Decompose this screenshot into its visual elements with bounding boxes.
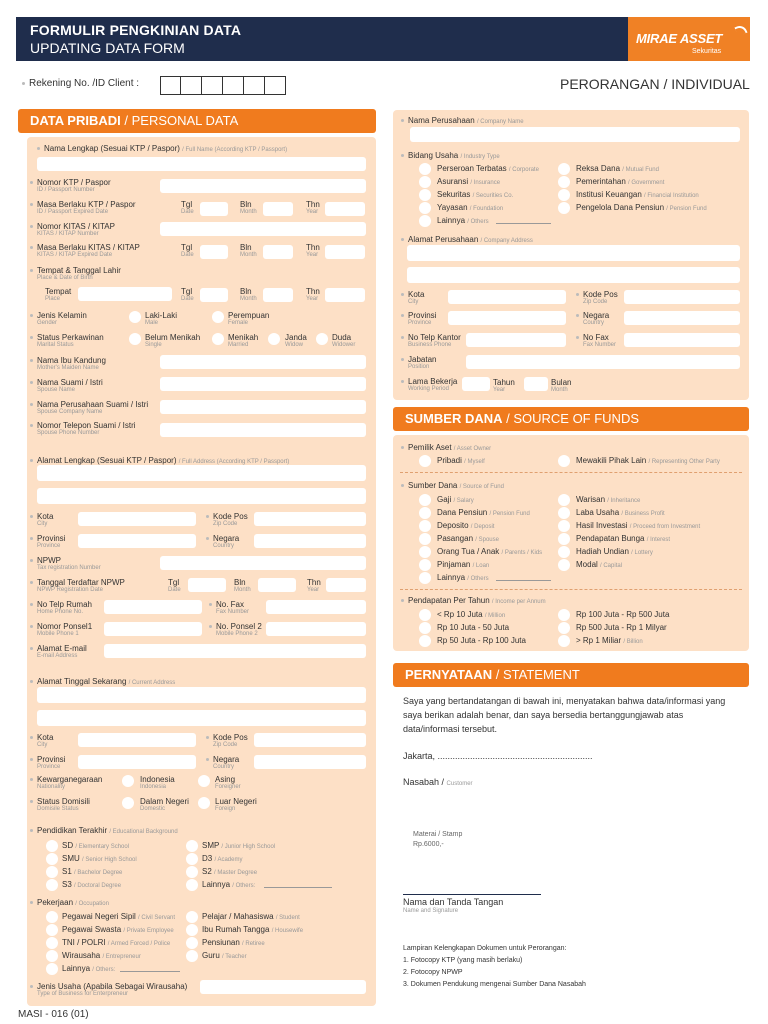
id-expiry-label: Masa Berlaku KTP / Paspor ID / Passport Expired Date bbox=[30, 200, 136, 216]
ind-corporate-radio[interactable] bbox=[419, 163, 431, 175]
marital-married-radio[interactable] bbox=[212, 333, 224, 345]
attachment-2: 2. Fotocopy NPWP bbox=[403, 969, 463, 976]
current-address-line2[interactable] bbox=[37, 710, 366, 726]
kitas-expiry-day[interactable] bbox=[200, 245, 228, 259]
form-title-id: FORMULIR PENGKINIAN DATA bbox=[30, 22, 242, 38]
company-address-line1[interactable] bbox=[407, 245, 740, 261]
fund-capital-radio[interactable] bbox=[558, 559, 570, 571]
company-zip-field[interactable] bbox=[624, 290, 740, 304]
city-field[interactable] bbox=[78, 512, 196, 526]
address-line2[interactable] bbox=[37, 488, 366, 504]
address-line1[interactable] bbox=[37, 465, 366, 481]
id-expiry-month[interactable] bbox=[263, 202, 293, 216]
fund-investment-radio[interactable] bbox=[558, 520, 570, 532]
marital-single-radio[interactable] bbox=[129, 333, 141, 345]
edu-smu-radio[interactable] bbox=[46, 853, 58, 865]
account-number-label: Rekening No. /ID Client : bbox=[22, 78, 139, 89]
kitas-expiry-month[interactable] bbox=[263, 245, 293, 259]
form-title-en: UPDATING DATA FORM bbox=[30, 40, 185, 56]
spouse-company-field[interactable] bbox=[160, 400, 366, 414]
kitas-expiry-year[interactable] bbox=[325, 245, 365, 259]
id-expiry-day[interactable] bbox=[200, 202, 228, 216]
job-retiree-radio[interactable] bbox=[186, 937, 198, 949]
owner-myself-radio[interactable] bbox=[419, 455, 431, 467]
edu-s1-radio[interactable] bbox=[46, 866, 58, 878]
job-student-radio[interactable] bbox=[186, 911, 198, 923]
section-personal-data: DATA PRIBADI / PERSONAL DATA bbox=[18, 109, 376, 133]
edu-s3-radio[interactable] bbox=[46, 879, 58, 891]
attachments-title: Lampiran Kelengkapan Dokumen untuk Perorangan: bbox=[403, 945, 567, 952]
business-type-field[interactable] bbox=[200, 980, 366, 994]
npwp-reg-day[interactable] bbox=[188, 578, 226, 592]
job-other-radio[interactable] bbox=[46, 963, 58, 975]
npwp-field[interactable] bbox=[160, 556, 366, 570]
gender-male-radio[interactable] bbox=[129, 311, 141, 323]
current-zip-field[interactable] bbox=[254, 733, 366, 747]
ind-insurance-radio[interactable] bbox=[419, 176, 431, 188]
current-province-field[interactable] bbox=[78, 755, 196, 769]
zip-field[interactable] bbox=[254, 512, 366, 526]
marital-label: Status Perkawinan Marital Status bbox=[30, 333, 104, 349]
ind-government-radio[interactable] bbox=[558, 176, 570, 188]
ind-other-radio[interactable] bbox=[419, 215, 431, 227]
job-entrepreneur-radio[interactable] bbox=[46, 950, 58, 962]
spouse-name-field[interactable] bbox=[160, 377, 366, 391]
domicile-foreign-radio[interactable] bbox=[198, 797, 210, 809]
edu-d3-radio[interactable] bbox=[186, 853, 198, 865]
birth-year[interactable] bbox=[325, 288, 365, 302]
id-number-label: Nomor KTP / Paspor ID / Passport Number bbox=[30, 178, 111, 194]
npwp-reg-year[interactable] bbox=[326, 578, 366, 592]
company-province-field[interactable] bbox=[448, 311, 566, 325]
company-address-line2[interactable] bbox=[407, 267, 740, 283]
job-private-radio[interactable] bbox=[46, 924, 58, 936]
business-phone-field[interactable] bbox=[466, 333, 566, 347]
edu-other-line[interactable] bbox=[264, 887, 332, 888]
fund-pension-radio[interactable] bbox=[419, 507, 431, 519]
id-expiry-year[interactable] bbox=[325, 202, 365, 216]
job-housewife-radio[interactable] bbox=[186, 924, 198, 936]
gender-female-radio[interactable] bbox=[212, 311, 224, 323]
edu-s2-radio[interactable] bbox=[186, 866, 198, 878]
npwp-reg-month[interactable] bbox=[258, 578, 296, 592]
gender-label: Jenis Kelamin Gender bbox=[30, 311, 87, 327]
signature-line[interactable] bbox=[403, 894, 541, 895]
signature-label: Nama dan Tanda Tangan bbox=[403, 897, 504, 907]
marital-widower-radio[interactable] bbox=[316, 333, 328, 345]
birth-place-field[interactable] bbox=[78, 287, 172, 301]
attachment-1: 1. Fotocopy KTP (yang masih berlaku) bbox=[403, 957, 523, 964]
fax-field[interactable] bbox=[266, 600, 366, 614]
section-statement: PERNYATAAN / STATEMENT bbox=[393, 663, 749, 687]
attachment-3: 3. Dokumen Pendukung mengenai Sumber Dana Nasabah bbox=[403, 981, 586, 988]
owner-other-radio[interactable] bbox=[558, 455, 570, 467]
edu-sd-radio[interactable] bbox=[46, 840, 58, 852]
province-field[interactable] bbox=[78, 534, 196, 548]
form-code: MASI - 016 (01) bbox=[18, 1009, 89, 1020]
kitas-number-field[interactable] bbox=[160, 222, 366, 236]
logo-swoosh-icon bbox=[734, 23, 747, 36]
fund-inheritance-radio[interactable] bbox=[558, 494, 570, 506]
fund-parents-radio[interactable] bbox=[419, 546, 431, 558]
kitas-expiry-label: Masa Berlaku KITAS / KITAP KITAS / KITAP Expired Date bbox=[30, 243, 140, 259]
job-civil-radio[interactable] bbox=[46, 911, 58, 923]
company-country-field[interactable] bbox=[624, 311, 740, 325]
marital-widow-radio[interactable] bbox=[268, 333, 280, 345]
job-teacher-radio[interactable] bbox=[186, 950, 198, 962]
statement-text: Saya yang bertandatangan di bawah ini, menyatakan bahwa data/informasi yang saya berikan adalah benar, dan saya bersedia bertanggungjawab atas data/informasi tersebut. bbox=[403, 696, 726, 734]
income-100-500-radio[interactable] bbox=[558, 609, 570, 621]
id-number-field[interactable] bbox=[160, 179, 366, 193]
fund-profit-radio[interactable] bbox=[558, 507, 570, 519]
full-name-field[interactable] bbox=[37, 157, 366, 171]
fund-salary-radio[interactable] bbox=[419, 494, 431, 506]
ind-mutualfund-radio[interactable] bbox=[558, 163, 570, 175]
ind-securities-radio[interactable] bbox=[419, 189, 431, 201]
edu-smp-radio[interactable] bbox=[186, 840, 198, 852]
company-name-field[interactable] bbox=[410, 127, 740, 142]
fund-lottery-radio[interactable] bbox=[558, 546, 570, 558]
nationality-indonesia-radio[interactable] bbox=[122, 775, 134, 787]
spouse-phone-field[interactable] bbox=[160, 423, 366, 437]
income-lt10-radio[interactable] bbox=[419, 609, 431, 621]
birth-label: Tempat & Tanggal Lahir Place & Date of Birth bbox=[30, 266, 121, 282]
section-source-of-funds: SUMBER DANA / SOURCE OF FUNDS bbox=[393, 407, 749, 431]
customer-type: PERORANGAN / INDIVIDUAL bbox=[560, 76, 750, 92]
fund-other-radio[interactable] bbox=[419, 572, 431, 584]
ind-financial-radio[interactable] bbox=[558, 189, 570, 201]
customer-label: Nasabah / Customer bbox=[403, 777, 473, 787]
email-field[interactable] bbox=[104, 644, 366, 658]
edu-other-radio[interactable] bbox=[186, 879, 198, 891]
company-city-field[interactable] bbox=[448, 290, 566, 304]
mobile1-field[interactable] bbox=[104, 622, 202, 636]
position-field[interactable] bbox=[466, 355, 740, 369]
ind-foundation-radio[interactable] bbox=[419, 202, 431, 214]
kitas-number-label: Nomor KITAS / KITAP KITAS / KITAP Number bbox=[30, 222, 115, 238]
birth-day[interactable] bbox=[200, 288, 228, 302]
income-500-1b-radio[interactable] bbox=[558, 622, 570, 634]
account-number-boxes[interactable] bbox=[160, 76, 286, 95]
job-army-radio[interactable] bbox=[46, 937, 58, 949]
income-10-50-radio[interactable] bbox=[419, 622, 431, 634]
statement-city-date: Jakarta, .............................................................. bbox=[403, 751, 593, 761]
work-months-field[interactable] bbox=[524, 377, 548, 391]
company-fax-field[interactable] bbox=[624, 333, 740, 347]
form-header bbox=[16, 17, 750, 61]
full-name-label: Nama Lengkap (Sesuai KTP / Paspor) / Full Name (According KTP / Passport) bbox=[37, 144, 287, 155]
fund-spouse-radio[interactable] bbox=[419, 533, 431, 545]
stamp-label: Materai / Stamp bbox=[413, 831, 463, 838]
signature-label-en: Name and Signature bbox=[403, 908, 459, 914]
country-field[interactable] bbox=[254, 534, 366, 548]
ind-pension-radio[interactable] bbox=[558, 202, 570, 214]
fund-deposit-radio[interactable] bbox=[419, 520, 431, 532]
work-years-field[interactable] bbox=[462, 377, 490, 391]
income-50-100-radio[interactable] bbox=[419, 635, 431, 647]
income-gt1b-radio[interactable] bbox=[558, 635, 570, 647]
mother-name-field[interactable] bbox=[160, 355, 366, 369]
domicile-domestic-radio[interactable] bbox=[122, 797, 134, 809]
fund-loan-radio[interactable] bbox=[419, 559, 431, 571]
current-country-field[interactable] bbox=[254, 755, 366, 769]
current-city-field[interactable] bbox=[78, 733, 196, 747]
current-address-line1[interactable] bbox=[37, 687, 366, 703]
stamp-amount: Rp.6000,- bbox=[413, 841, 444, 848]
nationality-foreigner-radio[interactable] bbox=[198, 775, 210, 787]
fund-interest-radio[interactable] bbox=[558, 533, 570, 545]
home-phone-field[interactable] bbox=[104, 600, 202, 614]
mobile2-field[interactable] bbox=[266, 622, 366, 636]
birth-month[interactable] bbox=[263, 288, 293, 302]
mirae-asset-logo: MIRAE ASSET Sekuritas bbox=[628, 17, 750, 61]
